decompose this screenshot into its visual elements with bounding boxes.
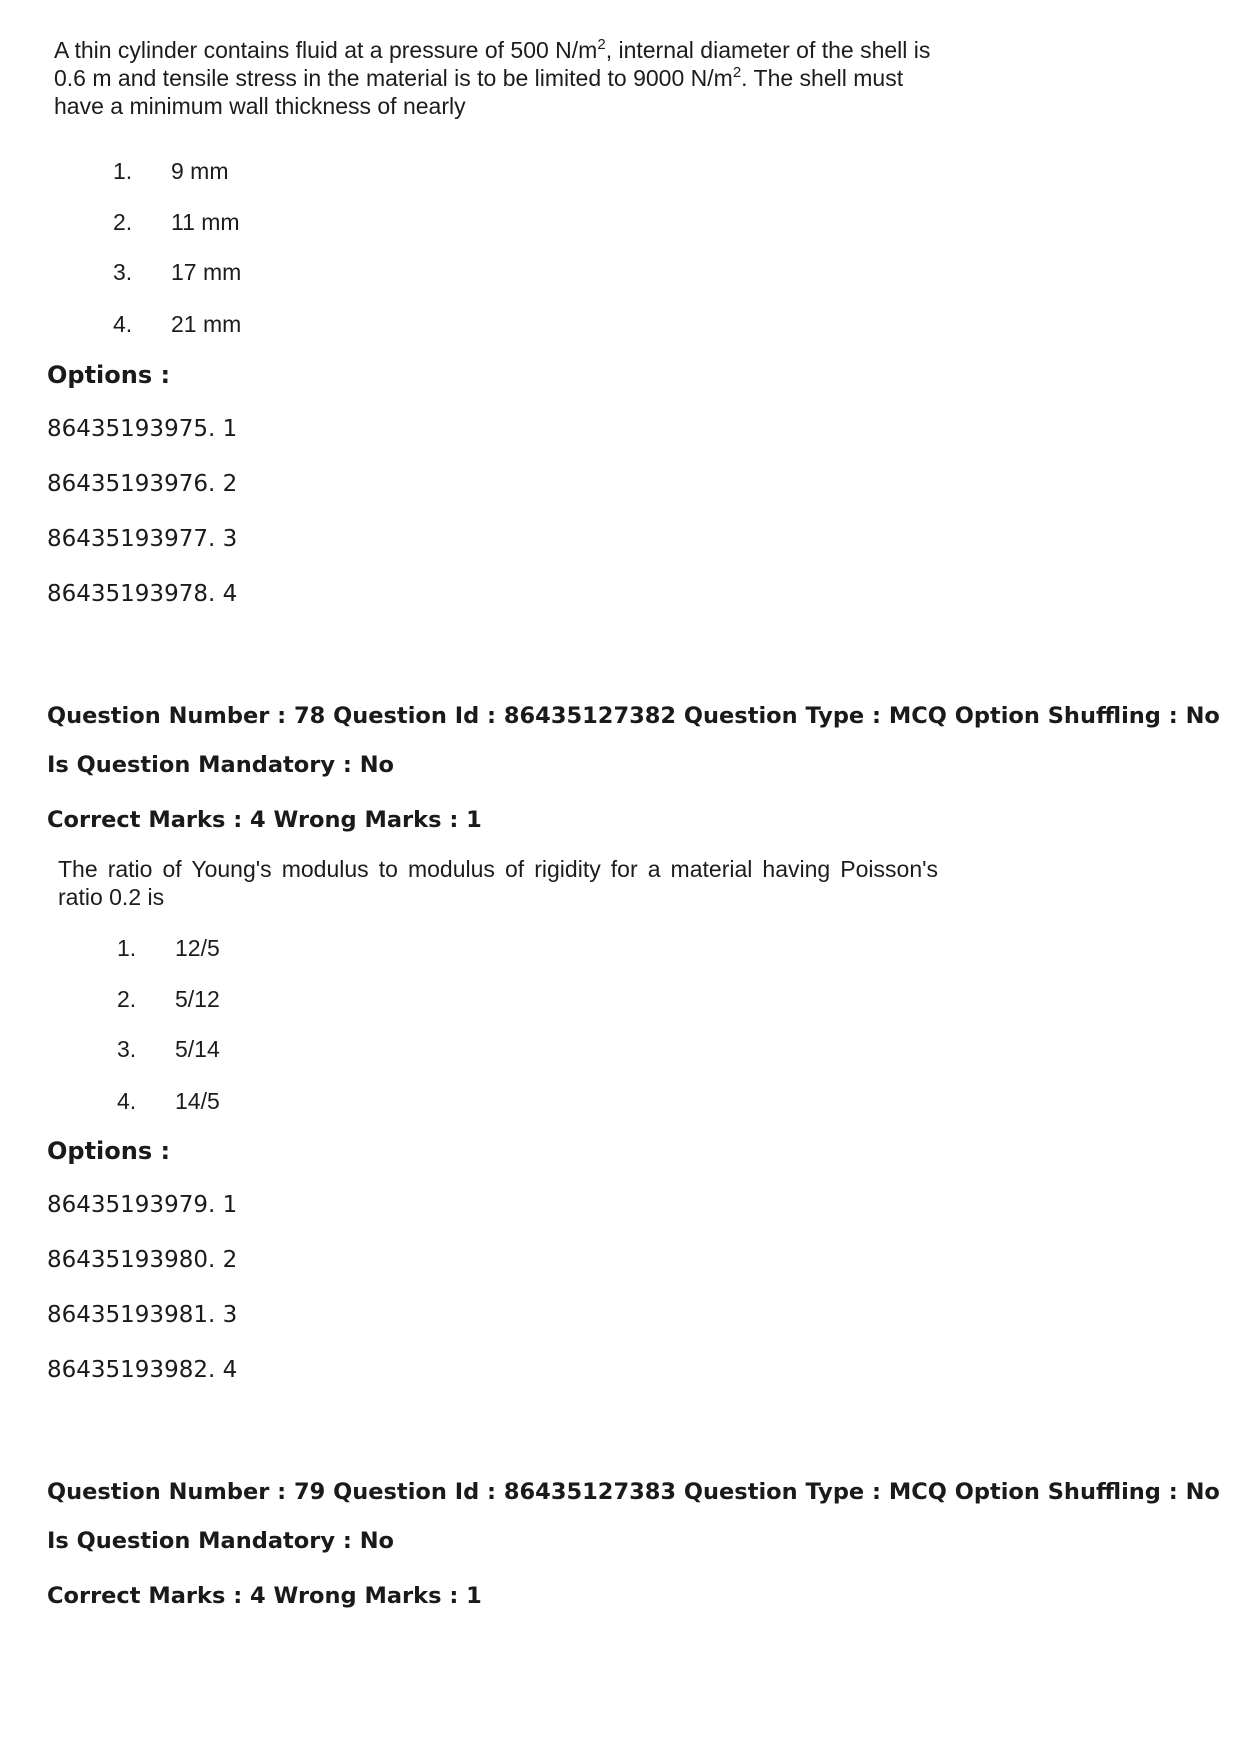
q78-choice-3: 3. 5/14 [117, 1036, 220, 1062]
q78-choice-4: 4. 14/5 [117, 1088, 220, 1114]
q78-option-2: 86435193980. 2 [47, 1247, 238, 1273]
q78-option-4: 86435193982. 4 [47, 1357, 238, 1383]
q78-header: Question Number : 78 Question Id : 86435127382 Question Type : MCQ Option Shuffling : No [47, 703, 1220, 729]
q79-marks: Correct Marks : 4 Wrong Marks : 1 [47, 1583, 482, 1609]
q77-choice-1: 1. 9 mm [113, 158, 229, 184]
q78-option-1: 86435193979. 1 [47, 1192, 238, 1218]
q79-mandatory: Is Question Mandatory : No [47, 1528, 394, 1554]
q78-choice-1: 1. 12/5 [117, 935, 220, 961]
q78-option-3: 86435193981. 3 [47, 1302, 238, 1328]
q78-mandatory: Is Question Mandatory : No [47, 752, 394, 778]
q78-marks: Correct Marks : 4 Wrong Marks : 1 [47, 807, 482, 833]
q77-choice-4: 4. 21 mm [113, 311, 242, 337]
q77-question-text: A thin cylinder contains fluid at a pressure of 500 $N/m^2$, internal diameter of the shell is 0.6 m and tensile stress in the material is to be limited to 9000 $N/m^2$. The shell must have a minimum wall thickness of nearly [54, 36, 931, 119]
q78-question-text: The ratio of Young's modulus to modulus of rigidity for a material having Poisson's ratio 0.2 is [58, 856, 938, 910]
q77-choice-2: 2. 11 mm [113, 209, 240, 235]
q79-header: Question Number : 79 Question Id : 86435127383 Question Type : MCQ Option Shuffling : No [47, 1479, 1220, 1505]
q77-option-1: 86435193975. 1 [47, 416, 238, 442]
q77-option-4: 86435193978. 4 [47, 581, 238, 607]
q77-option-3: 86435193977. 3 [47, 526, 238, 552]
q78-options-heading: Options : [47, 1137, 171, 1165]
q77-option-2: 86435193976. 2 [47, 471, 238, 497]
q77-options-heading: Options : [47, 361, 171, 389]
q78-choice-2: 2. 5/12 [117, 986, 220, 1012]
q77-choice-3: 3. 17 mm [113, 259, 242, 285]
